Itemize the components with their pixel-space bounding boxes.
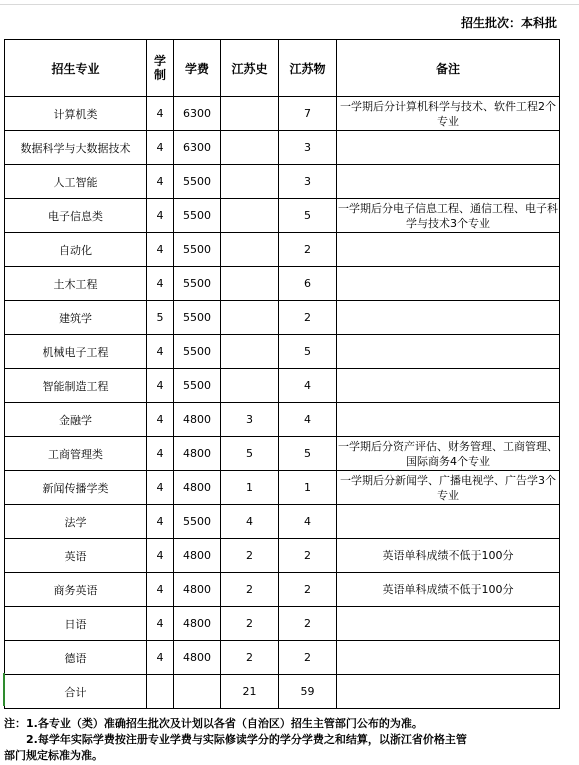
cell-note [337,369,560,403]
cell-jiangsu-history: 2 [221,607,279,641]
table-row [5,471,560,505]
cell-fee: 4800 [174,539,221,573]
cell-major: 英语 [5,539,147,573]
cell-fee: 5500 [174,369,221,403]
cell-fee: 4800 [174,641,221,675]
cell-jiangsu-physics: 3 [279,165,337,199]
cell-note [337,403,560,437]
table-row [5,403,560,437]
table-row [5,267,560,301]
header-jiangsu-history: 江苏史 [221,40,279,97]
cell-jiangsu-history: 3 [221,403,279,437]
cell-fee: 5500 [174,199,221,233]
cell-major: 法学 [5,505,147,539]
cell-jiangsu-history [221,97,279,131]
cell-duration: 4 [147,607,174,641]
header-duration-text: 学 制 [153,54,166,82]
cell-note [337,267,560,301]
cell-major: 电子信息类 [5,199,147,233]
cell-note [337,641,560,675]
cell-jiangsu-physics: 2 [279,301,337,335]
footnote-line-3: 部门规定标准为准。 [4,749,103,762]
total-duration [147,675,174,709]
total-note [337,675,560,709]
selected-cell-marker [3,673,5,706]
footnote-line-1: 注：1.各专业（类）准确招生批次及计划以各省（自治区）招生主管部门公布的为准。 [4,717,423,730]
cell-note: 一学期后分计算机科学与技术、软件工程2个专业 [337,97,560,131]
table-row [5,165,560,199]
cell-duration: 4 [147,573,174,607]
cell-fee: 4800 [174,607,221,641]
cell-fee: 5500 [174,505,221,539]
cell-jiangsu-physics: 3 [279,131,337,165]
cell-jiangsu-physics: 2 [279,539,337,573]
cell-jiangsu-history: 2 [221,641,279,675]
cell-fee: 6300 [174,131,221,165]
cell-note: 一学期后分资产评估、财务管理、工商管理、国际商务4个专业 [337,437,560,471]
cell-duration: 4 [147,641,174,675]
cell-jiangsu-physics: 1 [279,471,337,505]
footnote [4,716,574,764]
cell-duration: 4 [147,369,174,403]
table-body [5,97,560,675]
cell-major: 建筑学 [5,301,147,335]
cell-jiangsu-physics: 4 [279,369,337,403]
cell-duration: 4 [147,403,174,437]
total-fee [174,675,221,709]
table-row [5,539,560,573]
cell-jiangsu-history [221,165,279,199]
cell-major: 日语 [5,607,147,641]
table-row [5,335,560,369]
cell-fee: 5500 [174,233,221,267]
cell-note [337,131,560,165]
cell-jiangsu-history [221,199,279,233]
cell-fee: 5500 [174,267,221,301]
cell-note [337,233,560,267]
cell-jiangsu-history: 1 [221,471,279,505]
cell-jiangsu-history: 2 [221,573,279,607]
total-label: 合计 [5,675,147,709]
cell-jiangsu-physics: 4 [279,403,337,437]
cell-major: 数据科学与大数据技术 [5,131,147,165]
cell-fee: 5500 [174,335,221,369]
header-jiangsu-physics: 江苏物 [279,40,337,97]
table-row [5,199,560,233]
cell-jiangsu-history [221,131,279,165]
cell-fee: 5500 [174,165,221,199]
table-row [5,97,560,131]
cell-duration: 4 [147,539,174,573]
cell-major: 土木工程 [5,267,147,301]
cell-duration: 4 [147,335,174,369]
table-row [5,369,560,403]
cell-major: 德语 [5,641,147,675]
cell-note [337,301,560,335]
cell-duration: 4 [147,233,174,267]
cell-jiangsu-history [221,267,279,301]
cell-note [337,505,560,539]
cell-jiangsu-physics: 6 [279,267,337,301]
cell-note: 英语单科成绩不低于100分 [337,573,560,607]
cell-major: 商务英语 [5,573,147,607]
cell-jiangsu-history [221,369,279,403]
table-row [5,233,560,267]
cell-note [337,165,560,199]
cell-fee: 6300 [174,97,221,131]
cell-fee: 5500 [174,301,221,335]
header-fee: 学费 [174,40,221,97]
cell-jiangsu-history: 4 [221,505,279,539]
cell-fee: 4800 [174,471,221,505]
cell-duration: 4 [147,437,174,471]
footnote-line-2: 2.每学年实际学费按注册专业学费与实际修读学分的学分学费之和结算，以浙江省价格主管 [4,733,467,746]
cell-jiangsu-history: 2 [221,539,279,573]
cell-major: 自动化 [5,233,147,267]
cell-note [337,607,560,641]
table-row [5,505,560,539]
cell-jiangsu-history [221,301,279,335]
cell-note: 一学期后分电子信息工程、通信工程、电子科学与技术3个专业 [337,199,560,233]
cell-jiangsu-physics: 4 [279,505,337,539]
table-row [5,573,560,607]
cell-duration: 4 [147,165,174,199]
cell-fee: 4800 [174,403,221,437]
cell-jiangsu-history [221,233,279,267]
total-history: 21 [221,675,279,709]
table-row [5,607,560,641]
cell-jiangsu-history [221,335,279,369]
cell-note [337,335,560,369]
cell-duration: 4 [147,267,174,301]
table-row [5,301,560,335]
header-note: 备注 [337,40,560,97]
cell-duration: 4 [147,471,174,505]
cell-major: 计算机类 [5,97,147,131]
batch-label: 招生批次：本科批 [460,16,557,30]
header-row [5,40,560,97]
total-physics: 59 [279,675,337,709]
cell-duration: 4 [147,505,174,539]
cell-major: 金融学 [5,403,147,437]
cell-major: 智能制造工程 [5,369,147,403]
cell-duration: 4 [147,97,174,131]
table-row [5,437,560,471]
cell-jiangsu-physics: 5 [279,335,337,369]
cell-jiangsu-physics: 2 [279,233,337,267]
cell-jiangsu-physics: 2 [279,607,337,641]
cell-jiangsu-physics: 2 [279,573,337,607]
header-major: 招生专业 [5,40,147,97]
cell-major: 工商管理类 [5,437,147,471]
cell-duration: 5 [147,301,174,335]
table-row [5,641,560,675]
cell-note: 一学期后分新闻学、广播电视学、广告学3个专业 [337,471,560,505]
cell-fee: 4800 [174,573,221,607]
header-duration [147,40,174,97]
cell-duration: 4 [147,131,174,165]
cell-jiangsu-history: 5 [221,437,279,471]
cell-jiangsu-physics: 2 [279,641,337,675]
cell-major: 机械电子工程 [5,335,147,369]
admission-plan-table [4,39,560,709]
cell-jiangsu-physics: 7 [279,97,337,131]
total-row [5,675,560,709]
cell-note: 英语单科成绩不低于100分 [337,539,560,573]
sheet-top-edge [0,0,579,5]
cell-jiangsu-physics: 5 [279,437,337,471]
cell-major: 新闻传播学类 [5,471,147,505]
cell-jiangsu-physics: 5 [279,199,337,233]
cell-fee: 4800 [174,437,221,471]
cell-major: 人工智能 [5,165,147,199]
table-row [5,131,560,165]
cell-duration: 4 [147,199,174,233]
